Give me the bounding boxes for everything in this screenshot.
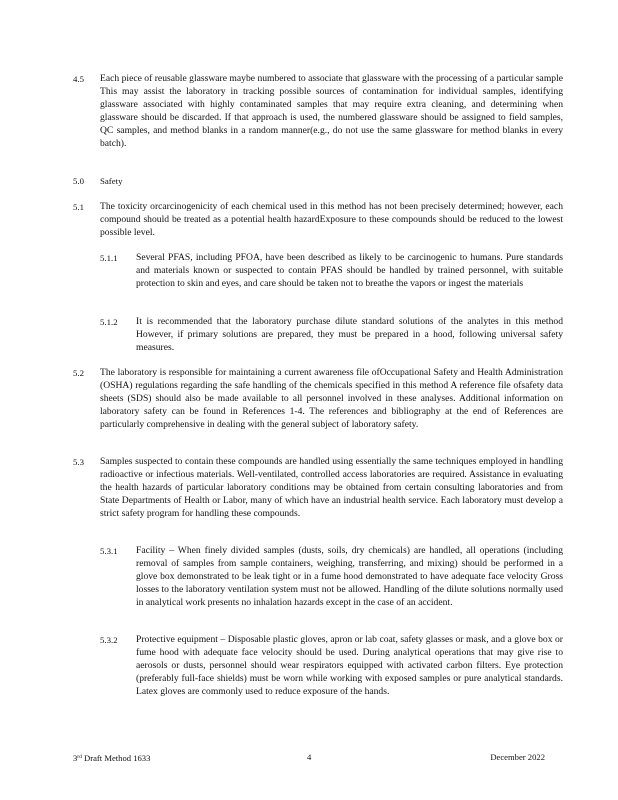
- footer-method-name: Draft Method 1633: [81, 753, 151, 763]
- section-number: 5.2: [73, 368, 84, 378]
- section-number: 4.5: [73, 74, 84, 84]
- section-number: 5.3.1: [100, 546, 118, 556]
- section-number: 5.1: [73, 202, 84, 212]
- section-5-1-2: [73, 316, 563, 355]
- section-5-1-1: [73, 252, 563, 291]
- section-number: 5.3.2: [100, 635, 118, 645]
- section-text: Several PFAS, including PFOA, have been described as likely to be carcinogenic to humans. Pure standards and materials known or suspected to contain PFAS should be handled by trained personnel, with suitable protection to skin and eyes, and care should be taken not to breathe the vapors or ingest the materials: [136, 252, 563, 289]
- footer-method: [73, 752, 150, 764]
- section-number: 5.3: [73, 457, 84, 467]
- section-text: The laboratory is responsible for maintaining a current awareness file ofOccupational Safety and Health Administration (OSHA) regulations regarding the safe handling of the chemicals specified in this method A reference file ofsafety data sheets (SDS) should also be made available to all personnel involved in these analyses. Additional information on laboratory safety can be found in References 1-4. The references and bibliography at the end of References are particularly comprehensive in dealing with the general subject of laboratory safety.: [100, 367, 563, 430]
- section-text: Protective equipment – Disposable plastic gloves, apron or lab coat, safety glasses or mask, and a glove box or fume hood with adequate face velocity should be used. During analytical operations that may give rise to aerosols or dusts, personnel should wear respirators equipped with activated carbon filters. Eye protection (preferably full-face shields) must be worn while working with exposed samples or pure analytical standards. Latex gloves are commonly used to reduce exposure of the hands.: [136, 634, 563, 697]
- section-5-2: [73, 367, 563, 432]
- section-text: Samples suspected to contain these compounds are handled using essentially the same techniques employed in handling radioactive or infectious materials. Well-ventilated, controlled access laboratories are required. Assistance in evaluating the health hazards of particular laboratory conditions may be obtained from certain consulting laboratories and from State Departments of Health or Labor, many of which have an industrial health service. Each laboratory must develop a strict safety program for handling these compounds.: [100, 456, 563, 519]
- section-5-3-1: [73, 545, 563, 610]
- section-5-1: [73, 201, 563, 240]
- section-4-5: [73, 73, 563, 150]
- footer-date: December 2022: [490, 752, 545, 762]
- section-text: Each piece of reusable glassware maybe numbered to associate that glassware with the processing of a particular sample This may assist the laboratory in tracking possible sources of contamination for individual samples, identifying glassware associated with highly contaminated samples that may require extra cleaning, and determining when glassware should be discarded. If that approach is used, the numbered glassware should be assigned to field samples, QC samples, and method blanks in a random manner(e.g., do not use the same glassware for method blanks in every batch).: [100, 73, 563, 149]
- section-5-3: [73, 456, 563, 521]
- section-5-3-2: [73, 634, 563, 699]
- section-number: 5.1.2: [100, 317, 118, 327]
- footer-page-number: 4: [307, 752, 312, 762]
- section-text: The toxicity orcarcinogenicity of each chemical used in this method has not been precisely determined; however, each compound should be treated as a potential health hazardExposure to these compounds should be reduced to the lowest possible level.: [100, 201, 563, 238]
- section-text: Facility – When finely divided samples (dusts, soils, dry chemicals) are handled, all operations (including removal of samples from sample containers, weighing, transferring, and mixing) should be performed in a glove box demonstrated to be leak tight or in a fume hood demonstrated to have adequate face velocity Gross losses to the laboratory ventilation system must not be allowed. Handling of the dilute solutions normally used in analytical work presents no inhalation hazards except in the case of an accident.: [136, 545, 563, 608]
- section-number: 5.0: [73, 176, 84, 186]
- footer-draft-suffix: rd: [77, 754, 82, 760]
- section-title: Safety: [100, 176, 123, 186]
- section-number: 5.1.1: [100, 253, 118, 263]
- section-text: It is recommended that the laboratory purchase dilute standard solutions of the analytes in this method However, if primary solutions are prepared, they must be prepared in a hood, following universal safety measures.: [136, 316, 563, 353]
- footer-draft-ordinal: 3: [73, 753, 78, 763]
